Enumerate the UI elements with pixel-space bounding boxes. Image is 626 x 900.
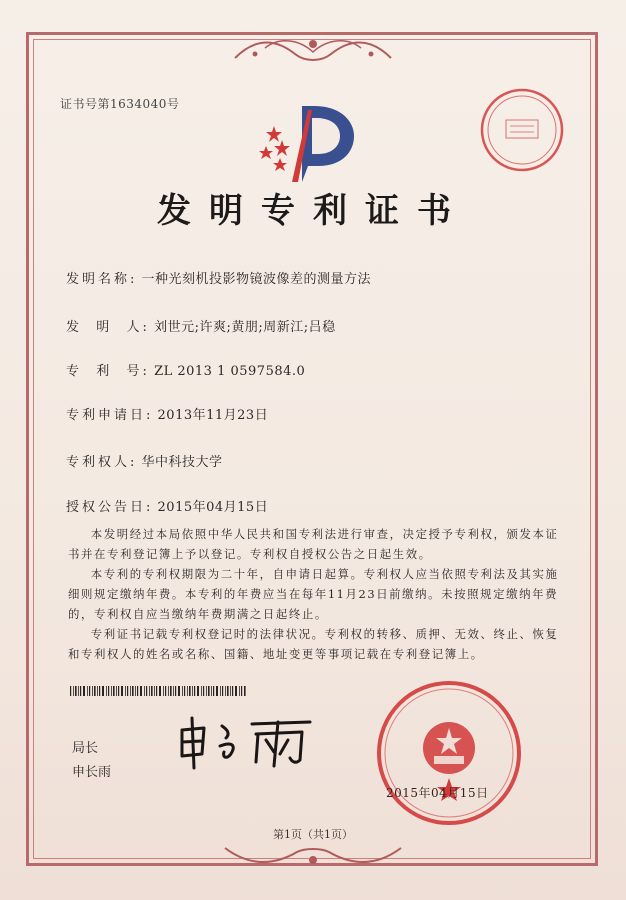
bottom-ornament bbox=[215, 840, 411, 870]
filing-date-label: 专利申请日: bbox=[66, 408, 154, 423]
certificate-number: 证书号第1634040号 bbox=[60, 97, 180, 111]
announce-date-row bbox=[66, 496, 268, 515]
patent-number-value: ZL 2013 1 0597584.0 bbox=[154, 364, 306, 379]
patent-number-row bbox=[66, 360, 305, 379]
announce-date-value: 2015年04月15日 bbox=[157, 500, 269, 515]
inventor-label: 发 明 人: bbox=[66, 320, 150, 335]
invention-name-value: 一种光刻机投影物镜波像差的测量方法 bbox=[141, 272, 372, 287]
filing-date-row bbox=[66, 404, 268, 423]
invention-name-row bbox=[66, 268, 371, 287]
certificate-title: 发明专利证书 bbox=[157, 191, 469, 231]
inventor-row bbox=[66, 316, 336, 335]
page-number: 第1页（共1页） bbox=[273, 828, 353, 841]
certificate-body bbox=[68, 524, 562, 664]
invention-name-label: 发明名称: bbox=[66, 272, 138, 287]
patentee-value: 华中科技大学 bbox=[141, 455, 223, 470]
body-paragraph-1: 本发明经过本局依照中华人民共和国专利法进行审查，决定授予专利权，颁发本证书并在专利登记簿上予以登记。专利权自授权公告之日起生效。 bbox=[68, 527, 559, 561]
patent-office-logo bbox=[256, 96, 366, 186]
director-name: 申长雨 bbox=[72, 765, 112, 780]
director-title: 局长 bbox=[72, 741, 99, 756]
inventor-value: 刘世元;许爽;黄朋;周新江;吕稳 bbox=[154, 320, 336, 335]
body-paragraph-3: 专利证书记载专利权登记时的法律状况。专利权的转移、质押、无效、终止、恢复和专利权人的姓名或名称、国籍、地址变更等事项记载在专利登记簿上。 bbox=[68, 627, 559, 661]
patentee-row bbox=[66, 451, 223, 470]
barcode bbox=[70, 686, 246, 696]
patent-number-label: 专 利 号: bbox=[66, 364, 150, 379]
body-paragraph-2: 本专利的专利权期限为二十年，自申请日起算。专利权人应当依照专利法及其实施细则规定缴纳年费。本专利的年费应当在每年11月23日前缴纳。未按照规定缴纳年费的，专利权自应当缴纳年费期满之日起终止。 bbox=[68, 567, 559, 621]
patentee-label: 专利权人: bbox=[66, 455, 138, 470]
seal-date: 2015年04月15日 bbox=[386, 786, 489, 800]
handwritten-signature bbox=[170, 712, 320, 772]
top-ornament bbox=[225, 34, 401, 68]
agency-seal-small bbox=[478, 86, 566, 174]
filing-date-value: 2013年11月23日 bbox=[157, 408, 269, 423]
state-patent-office-seal bbox=[374, 678, 524, 828]
announce-date-label: 授权公告日: bbox=[66, 500, 154, 515]
